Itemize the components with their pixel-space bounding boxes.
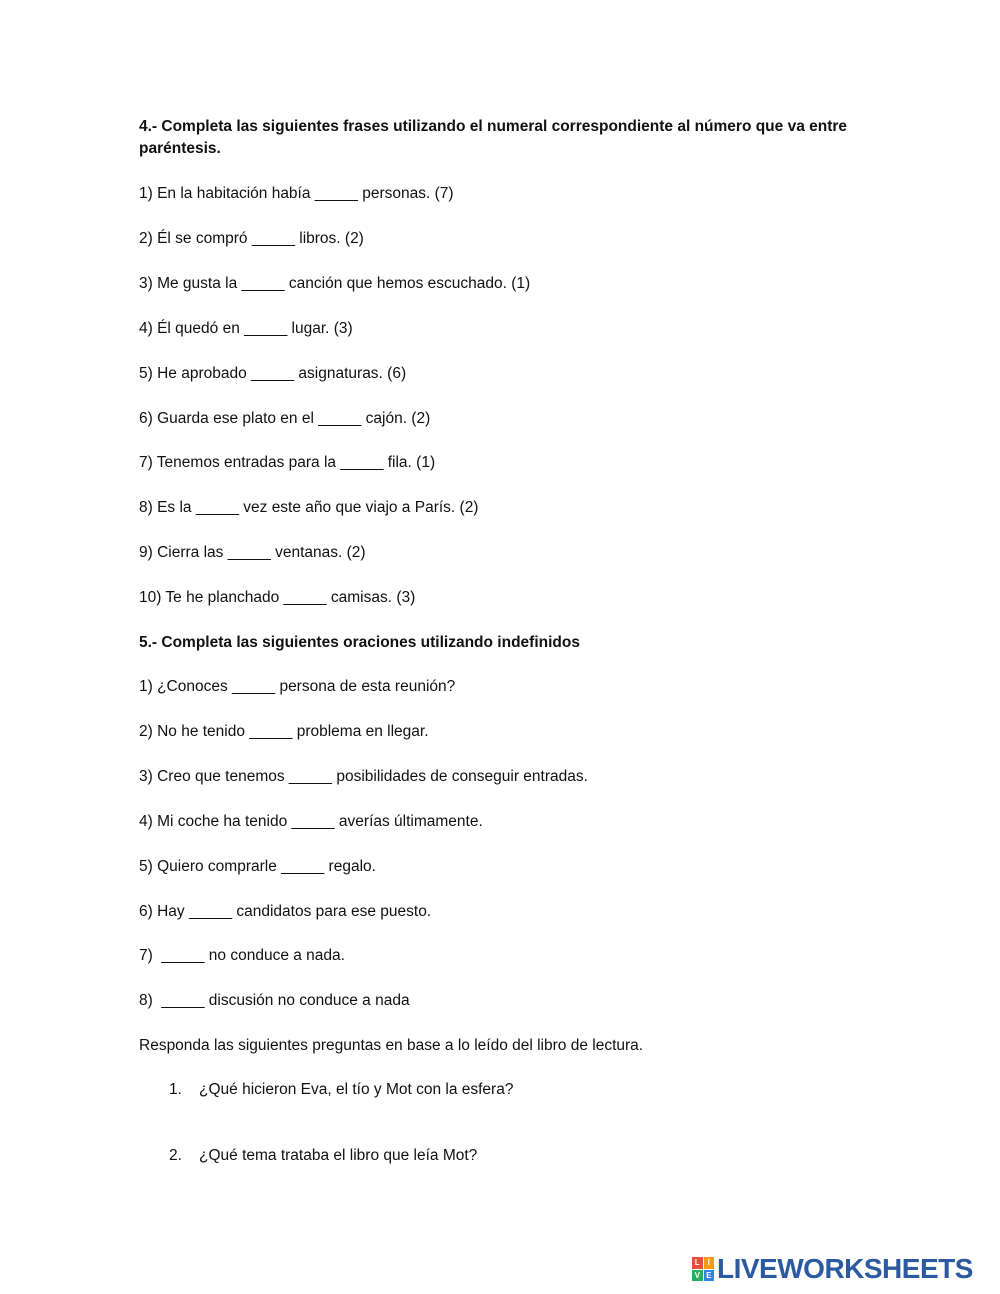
question-text: ¿Qué tema trataba el libro que leía Mot?	[199, 1147, 478, 1164]
section-4-item-8: 8) Es la _____ vez este año que viajo a París. (2)	[139, 499, 479, 516]
section-4-heading: 4.- Completa las siguientes frases utilizando el numeral correspondiente al número que va entre paréntesis.	[139, 118, 848, 157]
section-4-item-7: 7) Tenemos entradas para la _____ fila. (1)	[139, 454, 436, 471]
section-5-item-4: 4) Mi coche ha tenido _____ averías últimamente.	[139, 813, 483, 830]
section-5-item-5: 5) Quiero comprarle _____ regalo.	[139, 858, 376, 875]
live-logo-icon: L I V E	[692, 1257, 714, 1281]
section-5-item-7: 7) _____ no conduce a nada.	[139, 947, 345, 964]
section-5-item-2: 2) No he tenido _____ problema en llegar.	[139, 723, 429, 740]
section-5-item-1: 1) ¿Conoces _____ persona de esta reunión?	[139, 678, 456, 695]
question-number: 2.	[169, 1147, 182, 1164]
question-number: 1.	[169, 1081, 182, 1098]
logo-text: LIVEWORKSHEETS	[717, 1253, 973, 1284]
question-text: ¿Qué hicieron Eva, el tío y Mot con la esfera?	[199, 1081, 514, 1098]
section-5-item-6: 6) Hay _____ candidatos para ese puesto.	[139, 903, 432, 920]
reading-intro: Responda las siguientes preguntas en base a lo leído del libro de lectura.	[139, 1037, 644, 1054]
section-4-item-6: 6) Guarda ese plato en el _____ cajón. (2)	[139, 410, 431, 427]
section-5-heading: 5.- Completa las siguientes oraciones utilizando indefinidos	[139, 634, 580, 651]
section-4-item-9: 9) Cierra las _____ ventanas. (2)	[139, 544, 366, 561]
section-4-item-10: 10) Te he planchado _____ camisas. (3)	[139, 589, 416, 606]
reading-question-2	[169, 1145, 477, 1167]
section-4-item-3: 3) Me gusta la _____ canción que hemos escuchado. (1)	[139, 275, 531, 292]
section-4-item-4: 4) Él quedó en _____ lugar. (3)	[139, 320, 353, 337]
section-5-item-8: 8) _____ discusión no conduce a nada	[139, 992, 410, 1009]
reading-question-1	[169, 1079, 513, 1101]
liveworksheets-logo	[692, 1254, 973, 1284]
section-4-item-1: 1) En la habitación había _____ personas. (7)	[139, 185, 454, 202]
section-4-item-5: 5) He aprobado _____ asignaturas. (6)	[139, 365, 407, 382]
section-5-item-3: 3) Creo que tenemos _____ posibilidades de conseguir entradas.	[139, 768, 588, 785]
section-4-item-2: 2) Él se compró _____ libros. (2)	[139, 230, 364, 247]
